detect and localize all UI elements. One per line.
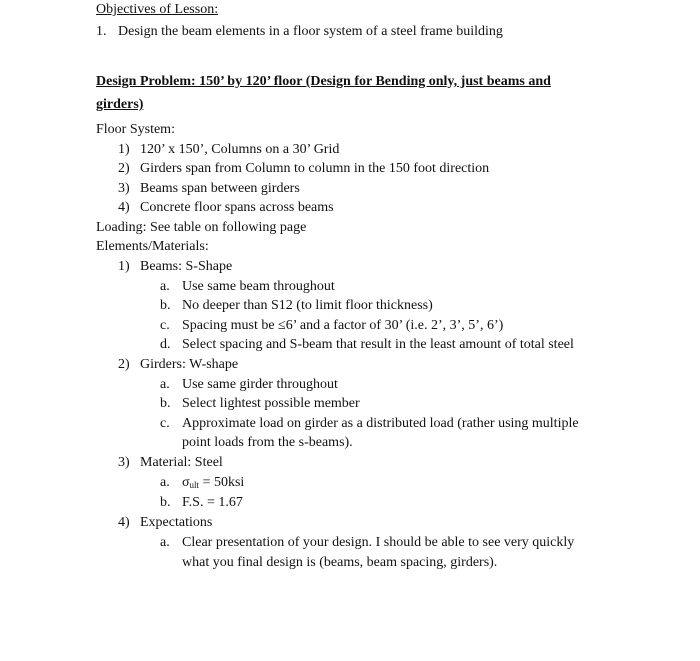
material-item-letter: b.	[160, 495, 171, 510]
floor-item	[118, 160, 489, 178]
girders-number: 2)	[118, 357, 130, 372]
objective-item	[96, 23, 503, 41]
sigma-subscript: ult	[189, 480, 200, 490]
objective-text: Design the beam elements in a floor system of a steel frame building	[118, 24, 503, 39]
girders-item	[160, 395, 360, 413]
problem-title-line1: Design Problem: 150’ by 120’ floor (Design for Bending only, just beams and	[96, 74, 551, 89]
material-heading	[118, 454, 223, 472]
expectations-item	[160, 534, 574, 552]
beams-number: 1)	[118, 259, 130, 274]
beams-item	[160, 278, 335, 296]
material-number: 3)	[118, 455, 130, 470]
floor-item-number: 4)	[118, 200, 130, 215]
beams-item-letter: d.	[160, 337, 171, 352]
beams-item	[160, 297, 433, 315]
expectations-item-text: Clear presentation of your design. I should be able to see very quickly	[182, 535, 575, 550]
beams-heading	[118, 258, 232, 276]
expectations-label: Expectations	[140, 515, 213, 530]
beams-item	[160, 317, 503, 335]
floor-item	[118, 141, 339, 159]
girders-heading	[118, 356, 238, 374]
beams-item-text: Use same beam throughout	[182, 279, 335, 294]
beams-item	[160, 336, 574, 354]
material-label: Material: Steel	[140, 455, 223, 470]
girders-item-text: Select lightest possible member	[182, 396, 360, 411]
floor-item-text: 120’ x 150’, Columns on a 30’ Grid	[140, 142, 340, 157]
expectations-number: 4)	[118, 515, 130, 530]
sigma-symbol: σ	[182, 475, 190, 490]
expectations-heading	[118, 514, 212, 532]
girders-item-text: Use same girder throughout	[182, 377, 338, 392]
floor-item-number: 3)	[118, 181, 130, 196]
girders-item-letter: c.	[160, 416, 170, 431]
floor-item	[118, 199, 334, 217]
girders-item-text: Approximate load on girder as a distributed load (rather using multiple	[182, 416, 579, 431]
material-item	[160, 494, 243, 512]
floor-item-text: Beams span between girders	[140, 181, 300, 196]
beams-item-text: Spacing must be ≤6’ and a factor of 30’ (i.e. 2’, 3’, 5’, 6’)	[182, 318, 504, 333]
material-item	[160, 474, 244, 494]
beams-item-text: No deeper than S12 (to limit floor thickness)	[182, 298, 433, 313]
floor-system-label: Floor System:	[96, 122, 175, 137]
beams-item-letter: b.	[160, 298, 171, 313]
floor-item-number: 1)	[118, 142, 130, 157]
expectations-item-letter: a.	[160, 535, 170, 550]
expectations-item-continuation: what you final design is (beams, beam spacing, girders).	[182, 555, 498, 570]
girders-item-continuation: point loads from the s-beams).	[182, 435, 353, 450]
floor-item	[118, 180, 300, 198]
material-item-text: F.S. = 1.67	[182, 495, 243, 510]
beams-item-letter: c.	[160, 318, 170, 333]
objective-number: 1.	[96, 24, 107, 39]
lesson-objectives-heading: Objectives of Lesson:	[96, 2, 219, 17]
beams-item-letter: a.	[160, 279, 170, 294]
beams-label: Beams: S-Shape	[140, 259, 233, 274]
girders-item	[160, 415, 579, 433]
floor-item-text: Girders span from Column to column in the 150 foot direction	[140, 161, 490, 176]
floor-item-text: Concrete floor spans across beams	[140, 200, 334, 215]
loading-text: Loading: See table on following page	[96, 220, 307, 235]
sigma-value: = 50ksi	[199, 475, 245, 490]
problem-title-line2: girders)	[96, 97, 144, 112]
elements-label: Elements/Materials:	[96, 239, 209, 254]
floor-item-number: 2)	[118, 161, 130, 176]
beams-item-text: Select spacing and S-beam that result in the least amount of total steel	[182, 337, 574, 352]
girders-label: Girders: W-shape	[140, 357, 239, 372]
girders-item	[160, 376, 338, 394]
material-item-letter: a.	[160, 475, 170, 490]
girders-item-letter: a.	[160, 377, 170, 392]
girders-item-letter: b.	[160, 396, 171, 411]
